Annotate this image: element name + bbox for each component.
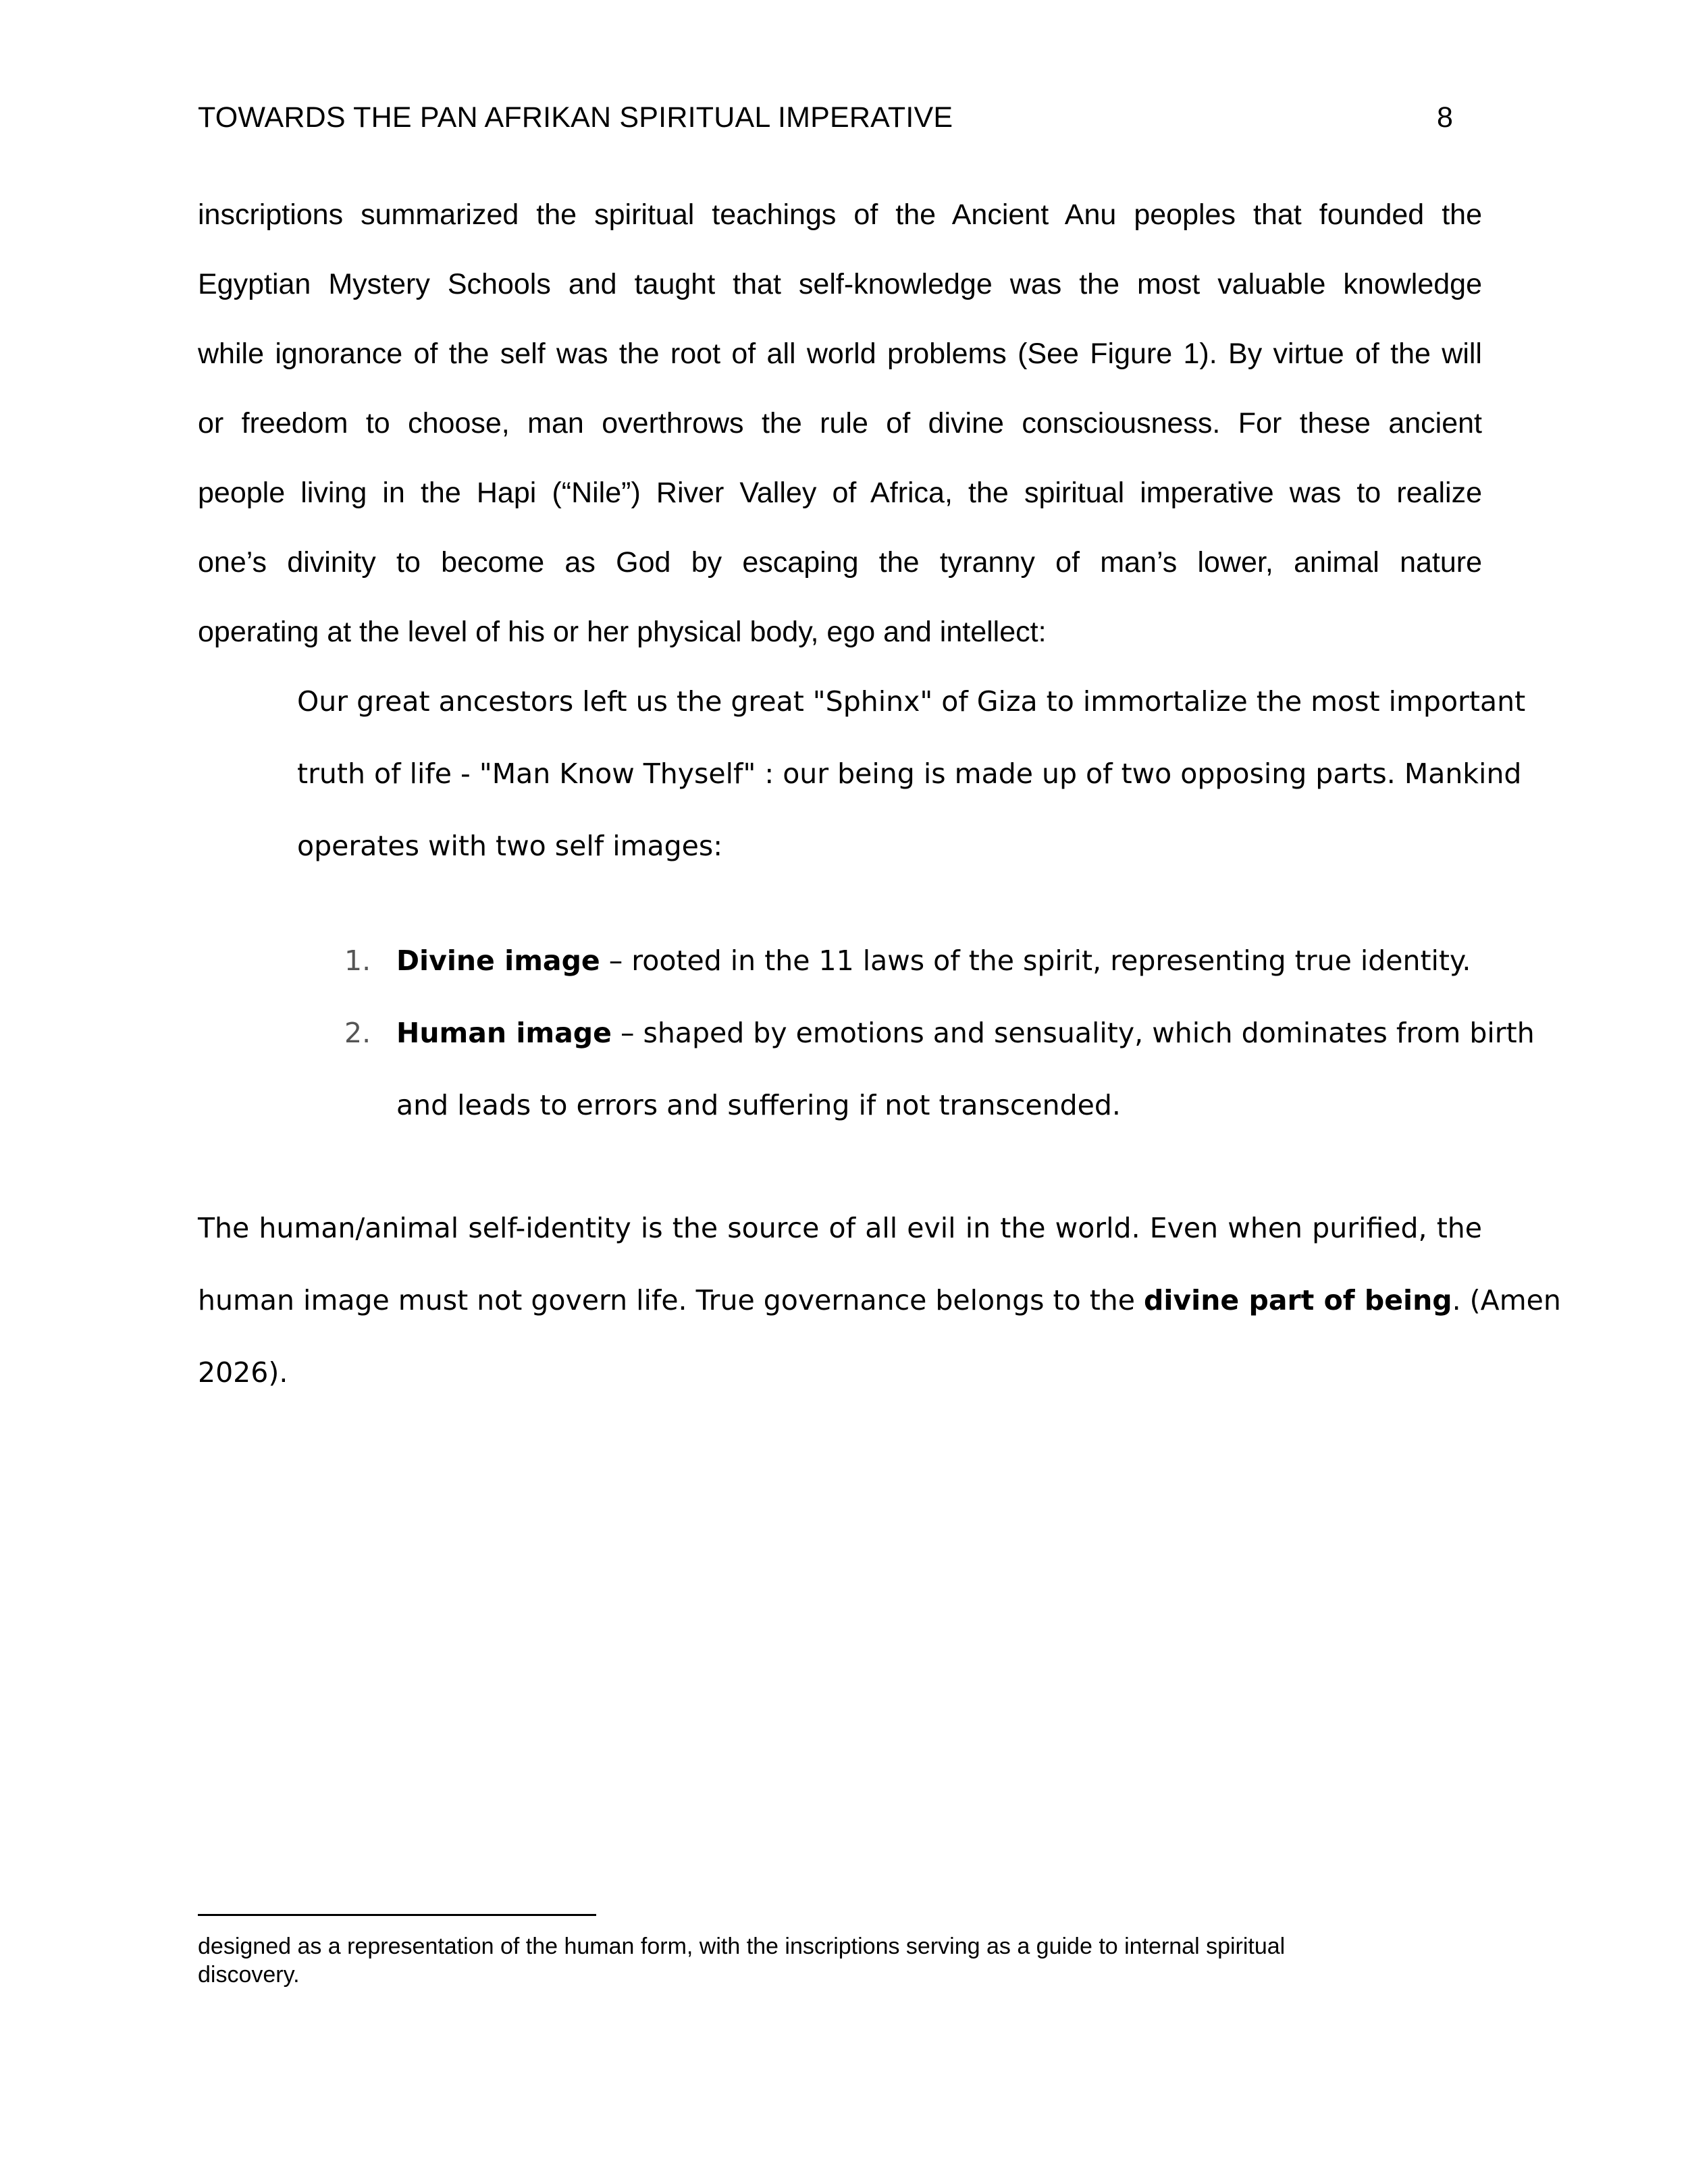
- closing-line: 2026).: [198, 1356, 288, 1389]
- list-number: 1.: [344, 944, 371, 977]
- running-header: TOWARDS THE PAN AFRIKAN SPIRITUAL IMPERATIVE: [198, 101, 953, 134]
- closing-line: [198, 1283, 1561, 1318]
- paragraph-line: while ignorance of the self was the root of all world problems (See Figure 1). By virtue of the will: [198, 338, 1482, 370]
- closing-text: . (Amen: [1452, 1284, 1561, 1316]
- footnote-separator: [198, 1914, 596, 1916]
- quote-line: operates with two self images:: [297, 830, 723, 862]
- paragraph-line: inscriptions summarized the spiritual teachings of the Ancient Anu peoples that founded the: [198, 198, 1482, 231]
- paragraph-line: people living in the Hapi (“Nile”) River Valley of Africa, the spiritual imperative was to realize: [198, 477, 1482, 509]
- list-term: Human image: [396, 1017, 612, 1049]
- footnote-line: discovery.: [198, 1962, 300, 1988]
- footnote-line: designed as a representation of the human form, with the inscriptions serving as a guide to internal spiritual: [198, 1934, 1286, 1959]
- list-item-text: [396, 1015, 1535, 1050]
- paragraph-line: operating at the level of his or her physical body, ego and intellect:: [198, 616, 1047, 648]
- quote-line: truth of life - "Man Know Thyself" : our being is made up of two opposing parts. Mankind: [297, 757, 1522, 790]
- paragraph-line: one’s divinity to become as God by escaping the tyranny of man’s lower, animal nature: [198, 546, 1482, 579]
- page-number: 8: [1437, 101, 1453, 134]
- closing-text: human image must not govern life. True governance belongs to the: [198, 1284, 1144, 1316]
- list-continuation: and leads to errors and suffering if not transcended.: [396, 1089, 1121, 1121]
- paragraph-line: Egyptian Mystery Schools and taught that self-knowledge was the most valuable knowledge: [198, 268, 1482, 300]
- quote-line: Our great ancestors left us the great "Sphinx" of Giza to immortalize the most important: [297, 685, 1526, 718]
- closing-line: The human/animal self-identity is the source of all evil in the world. Even when purified, the: [198, 1212, 1482, 1244]
- paragraph-line: or freedom to choose, man overthrows the rule of divine consciousness. For these ancient: [198, 407, 1482, 440]
- list-description: – shaped by emotions and sensuality, which dominates from birth: [611, 1017, 1535, 1049]
- list-description: – rooted in the 11 laws of the spirit, representing true identity.: [600, 944, 1471, 977]
- list-number: 2.: [344, 1017, 371, 1049]
- list-item-text: [396, 943, 1471, 978]
- closing-emphasis: divine part of being: [1144, 1284, 1452, 1316]
- list-term: Divine image: [396, 944, 600, 977]
